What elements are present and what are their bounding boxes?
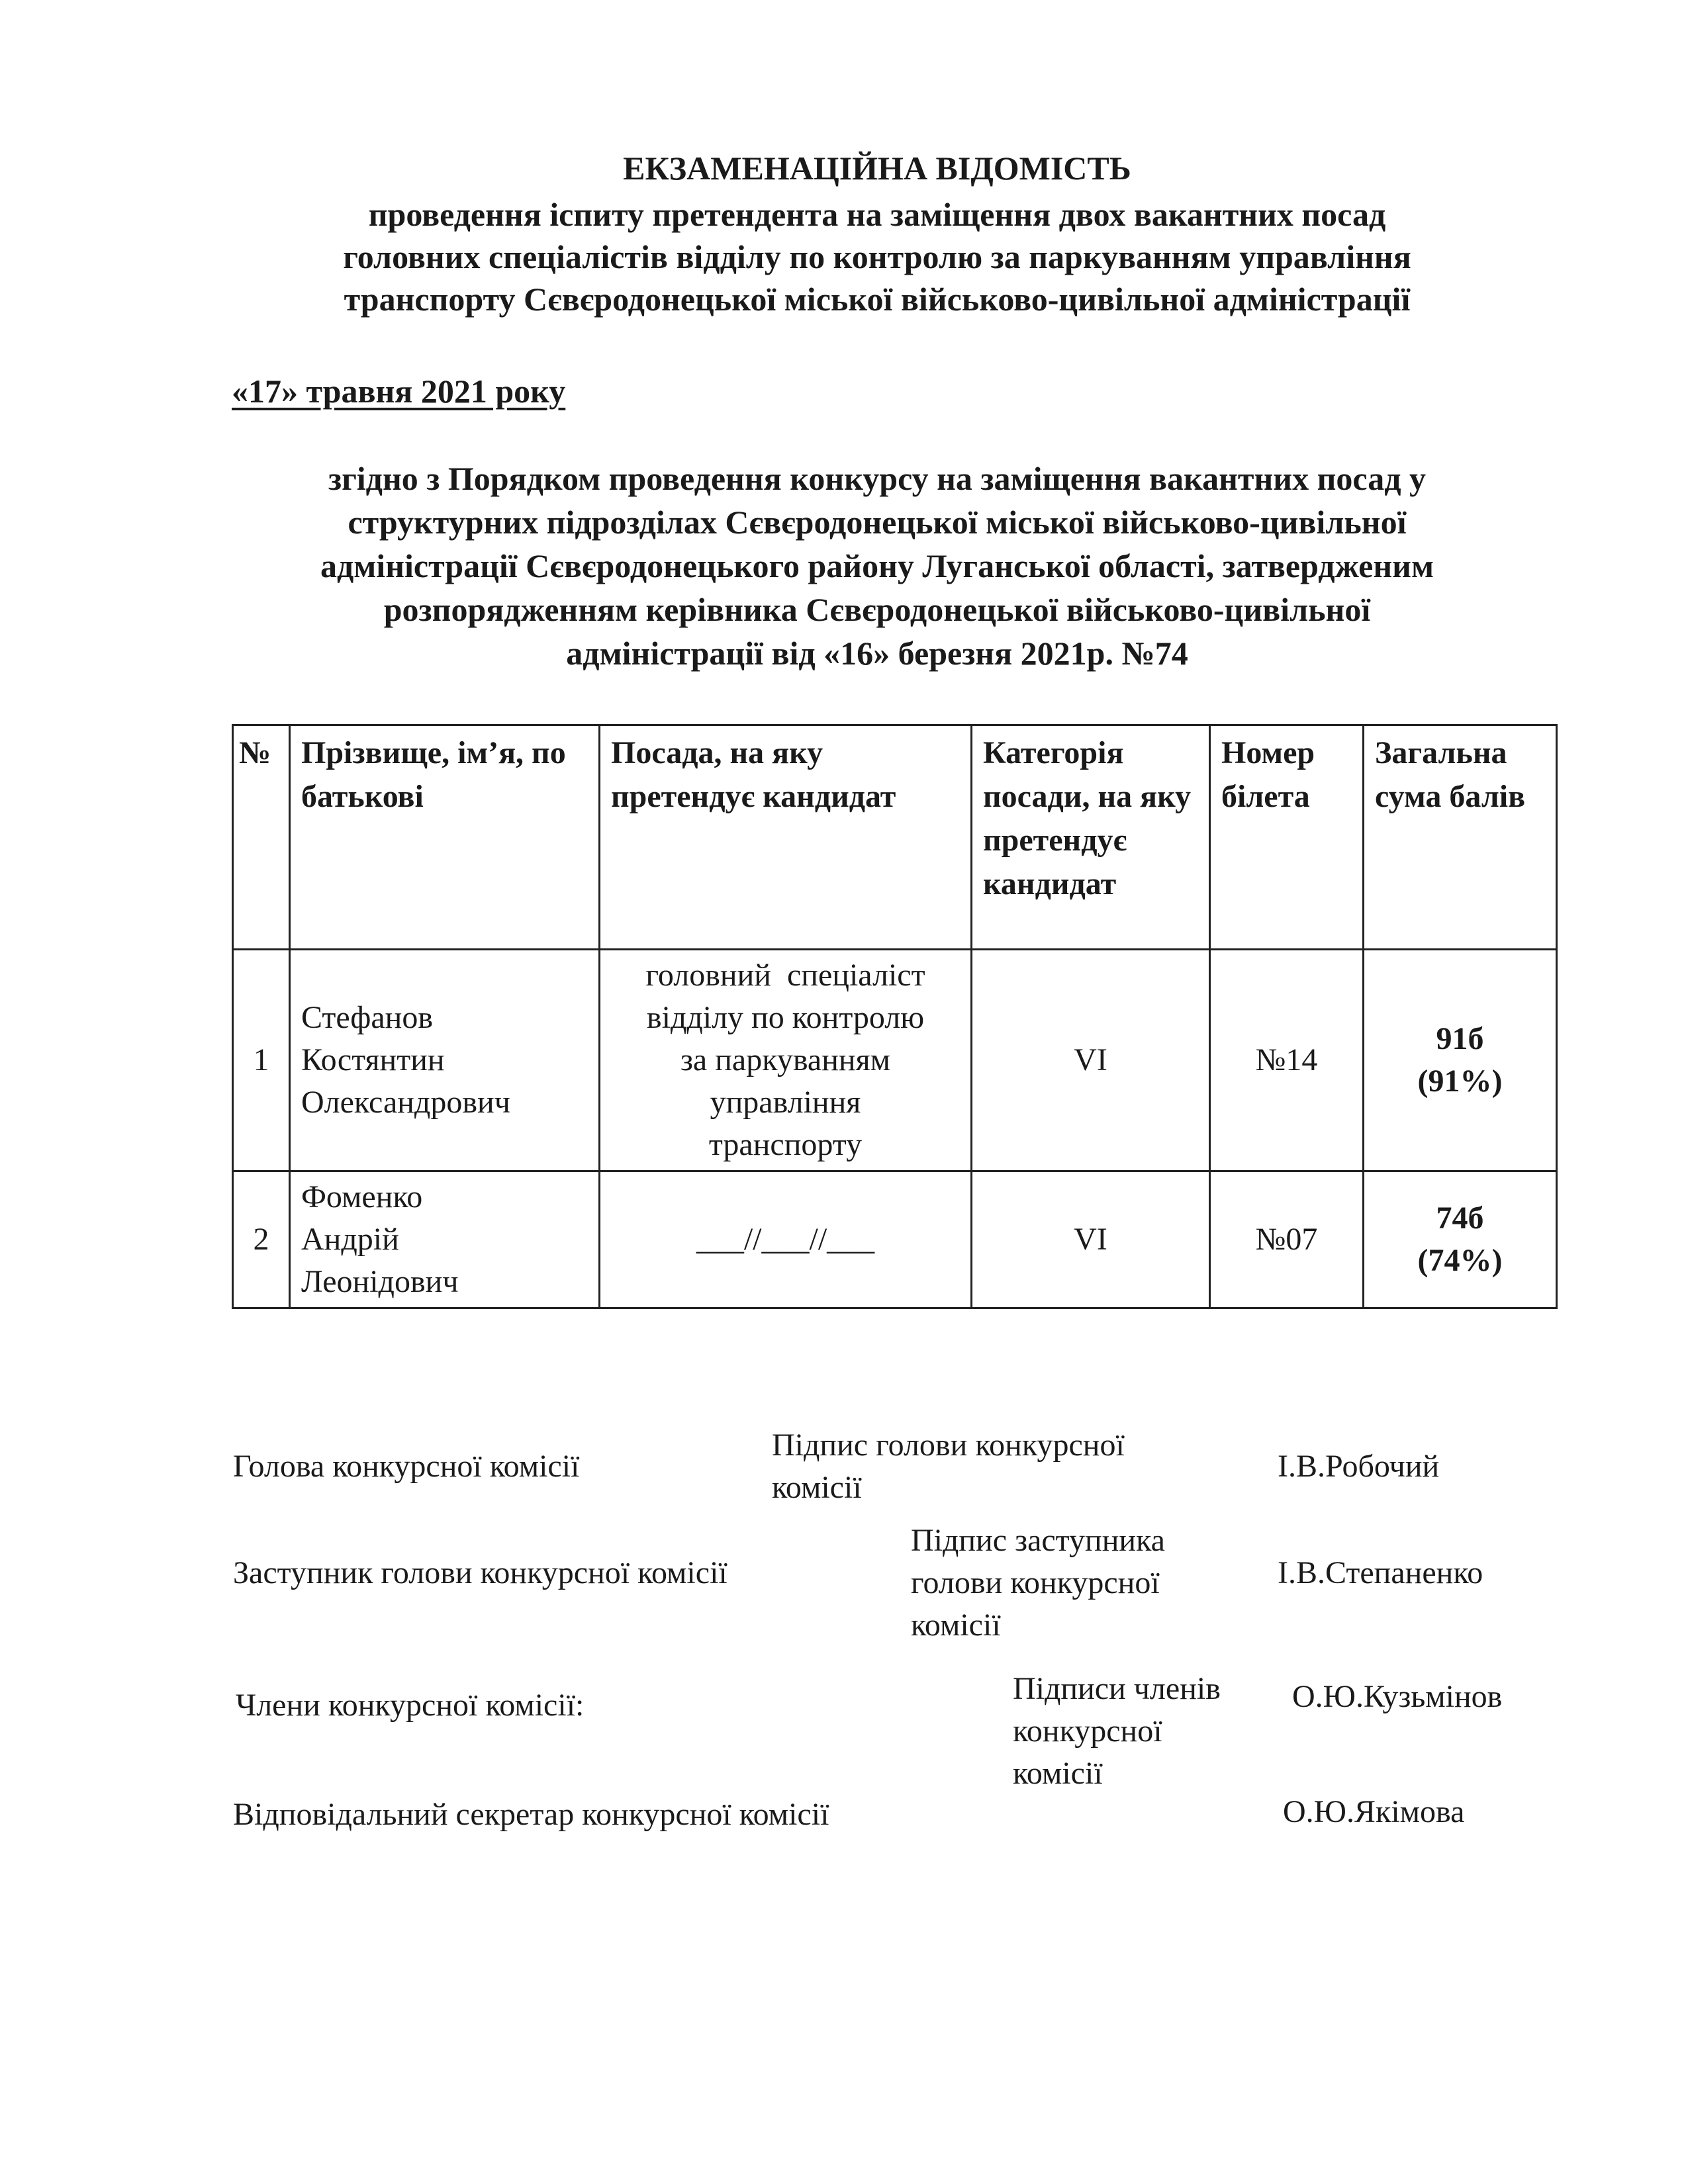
- subtitle-line: головних спеціалістів відділу по контролю за паркуванням управління: [343, 238, 1411, 275]
- cell-position: [600, 950, 972, 1171]
- name-line: Фоменко: [301, 1179, 423, 1214]
- basis-line: згідно з Порядком проведення конкурсу на заміщення вакантних посад у: [328, 460, 1426, 497]
- deputy-signature-caption: [911, 1520, 1165, 1647]
- col-header-ticket: Номер білета: [1210, 725, 1364, 950]
- score-points: 74б: [1436, 1201, 1484, 1236]
- subtitle-line: проведення іспиту претендента на заміщення двох вакантних посад: [368, 196, 1386, 233]
- members-signature-caption: [1013, 1668, 1221, 1795]
- chair-name: І.В.Робочий: [1278, 1449, 1440, 1484]
- secretary-role: Відповідальний секретар конкурсної комісії: [233, 1797, 829, 1832]
- basis-line: адміністрації Сєвєродонецького району Луганської області, затвердженим: [320, 547, 1434, 584]
- position-line: управління: [710, 1085, 861, 1120]
- caption-line: комісії: [1013, 1756, 1103, 1791]
- legal-basis: [199, 457, 1556, 675]
- chair-signature-caption: [772, 1424, 1125, 1509]
- cell-category: VI: [972, 1171, 1210, 1308]
- position-ditto: ___//___//___: [696, 1222, 875, 1257]
- col-header-number: №: [233, 725, 290, 950]
- deputy-name: І.В.Степаненко: [1278, 1555, 1483, 1590]
- basis-line: структурних підрозділах Сєвєродонецької міської військово-цивільної: [348, 504, 1407, 541]
- name-line: Леонідович: [301, 1264, 459, 1299]
- caption-line: комісії: [772, 1470, 862, 1505]
- col-header-total-score: Загальна сума балів: [1364, 725, 1557, 950]
- cell-position: [600, 1171, 972, 1308]
- caption-line: Підпис заступника: [911, 1523, 1165, 1558]
- caption-line: Підписи членів: [1013, 1671, 1221, 1706]
- cell-number: 1: [233, 950, 290, 1171]
- deputy-role: Заступник голови конкурсної комісії: [233, 1555, 727, 1590]
- table-row: [233, 1171, 1557, 1308]
- caption-line: конкурсної: [1013, 1713, 1162, 1749]
- cell-ticket: №07: [1210, 1171, 1364, 1308]
- name-line: Андрій: [301, 1222, 399, 1257]
- document-header: [199, 147, 1556, 320]
- members-role: Члени конкурсної комісії:: [236, 1688, 585, 1723]
- col-header-category: Категорія посади, на яку претендує кандидат: [972, 725, 1210, 950]
- caption-line: Підпис голови конкурсної: [772, 1428, 1125, 1463]
- secretary-name: О.Ю.Якімова: [1283, 1794, 1465, 1829]
- document-date: «17» травня 2021 року: [232, 373, 566, 410]
- cell-full-name: [290, 950, 600, 1171]
- col-header-position: Посада, на яку претендує кандидат: [600, 725, 972, 950]
- name-line: Олександрович: [301, 1085, 510, 1120]
- cell-full-name: [290, 1171, 600, 1308]
- cell-category: VI: [972, 950, 1210, 1171]
- cell-total-score: [1364, 950, 1557, 1171]
- subtitle-line: транспорту Сєвєродонецької міської військово-цивільної адміністрації: [344, 281, 1411, 318]
- score-percent: (91%): [1417, 1064, 1503, 1099]
- cell-number: 2: [233, 1171, 290, 1308]
- position-line: транспорту: [708, 1127, 863, 1162]
- score-percent: (74%): [1417, 1243, 1503, 1278]
- basis-line: розпорядженням керівника Сєвєродонецької військово-цивільної: [383, 591, 1371, 628]
- caption-line: комісії: [911, 1608, 1001, 1643]
- name-line: Стефанов: [301, 1000, 434, 1035]
- cell-ticket: №14: [1210, 950, 1364, 1171]
- basis-line: адміністрації від «16» березня 2021р. №74: [566, 635, 1188, 672]
- chair-role: Голова конкурсної комісії: [233, 1449, 580, 1484]
- results-table: [232, 724, 1558, 1309]
- document-title: ЕКЗАМЕНАЦІЙНА ВІДОМІСТЬ: [623, 150, 1131, 187]
- position-line: за паркуванням: [680, 1042, 891, 1077]
- position-line: відділу по контролю: [646, 1000, 925, 1035]
- caption-line: голови конкурсної: [911, 1565, 1160, 1600]
- cell-total-score: [1364, 1171, 1557, 1308]
- score-points: 91б: [1436, 1021, 1484, 1056]
- col-header-full-name: Прізвище, ім’я, по батькові: [290, 725, 600, 950]
- table-row: [233, 950, 1557, 1171]
- position-line: головний спеціаліст: [645, 958, 925, 993]
- member-name: О.Ю.Кузьмінов: [1292, 1679, 1503, 1714]
- name-line: Костянтин: [301, 1042, 445, 1077]
- table-header-row: [233, 725, 1557, 950]
